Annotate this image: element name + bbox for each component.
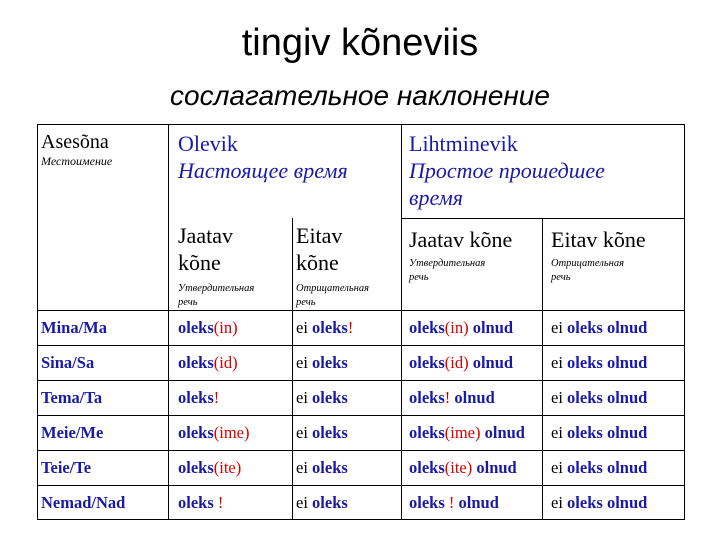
grid-line [168, 124, 169, 520]
present-affirmative-cell: oleks ! [178, 493, 224, 512]
past-affirmative-cell: oleks ! olnud [409, 493, 499, 512]
present-affirmative-cell: oleks(in) [178, 318, 238, 337]
subheader-present-negative: Eitav kõne Отрицательная речь [296, 223, 369, 308]
present-affirmative-cell: oleks! [178, 388, 220, 407]
header-present-ru: Настоящее время [178, 158, 348, 183]
grid-line [37, 519, 685, 520]
past-affirmative-cell: oleks! olnud [409, 388, 495, 407]
pronoun-cell: Nemad/Nad [41, 493, 126, 512]
pronoun-cell: Sina/Sa [41, 353, 95, 372]
grid-line [37, 485, 685, 486]
header-pronoun [41, 130, 165, 169]
header-pronoun-ru: Местоимение [41, 154, 113, 168]
grid-line [37, 345, 685, 346]
page-title: tingiv kõneviis [241, 22, 479, 64]
present-negative-cell: ei oleks [296, 388, 348, 407]
past-negative-cell: ei oleks olnud [551, 458, 648, 477]
grid-line [292, 218, 293, 520]
header-past-ru-2: время [409, 185, 464, 210]
page-subtitle: сослагательное наклонение [170, 80, 550, 111]
past-affirmative-cell: oleks(in) olnud [409, 318, 514, 337]
subheader-past-negative: Eitav kõne Отрицательная речь [551, 227, 646, 283]
past-negative-cell: ei oleks olnud [551, 353, 648, 372]
grid-line [37, 380, 685, 381]
past-affirmative-cell: oleks(ime) olnud [409, 423, 525, 442]
present-affirmative-cell: oleks(ime) [178, 423, 250, 442]
pronoun-cell: Teie/Te [41, 458, 92, 477]
header-present [178, 130, 398, 184]
past-negative-cell: ei oleks olnud [551, 318, 648, 337]
subheader-past-affirmative: Jaatav kõne Утвердительная речь [409, 227, 513, 283]
present-negative-cell: ei oleks [296, 423, 348, 442]
header-past-ru-1: Простое прошедшее [409, 158, 605, 183]
grid-line [37, 124, 685, 125]
header-present-et: Olevik [178, 131, 238, 156]
pronoun-cell: Tema/Ta [41, 388, 103, 407]
header-past [409, 130, 679, 211]
grid-line [401, 124, 402, 520]
grid-line [542, 218, 543, 520]
present-negative-cell: ei oleks [296, 353, 348, 372]
past-negative-cell: ei oleks olnud [551, 493, 648, 512]
pronoun-cell: Meie/Me [41, 423, 104, 442]
present-affirmative-cell: oleks(ite) [178, 458, 242, 477]
pronoun-cell: Mina/Ma [41, 318, 107, 337]
header-past-et: Lihtminevik [409, 131, 518, 156]
present-negative-cell: ei oleks [296, 458, 348, 477]
past-affirmative-cell: oleks(id) olnud [409, 353, 514, 372]
present-negative-cell: ei oleks [296, 493, 348, 512]
conjugation-table [37, 124, 685, 520]
past-affirmative-cell: oleks(ite) olnud [409, 458, 517, 477]
grid-line [37, 310, 685, 311]
header-pronoun-et: Asesõna [41, 131, 109, 153]
past-negative-cell: ei oleks olnud [551, 423, 648, 442]
present-affirmative-cell: oleks(id) [178, 353, 238, 372]
grid-line [37, 450, 685, 451]
grid-line [684, 124, 685, 520]
present-negative-cell: ei oleks! [296, 318, 354, 337]
subheader-present-affirmative: Jaatav kõne Утвердительная речь [178, 223, 255, 308]
past-negative-cell: ei oleks olnud [551, 388, 648, 407]
grid-line [37, 415, 685, 416]
grid-line [37, 124, 38, 520]
grid-line [401, 218, 685, 219]
